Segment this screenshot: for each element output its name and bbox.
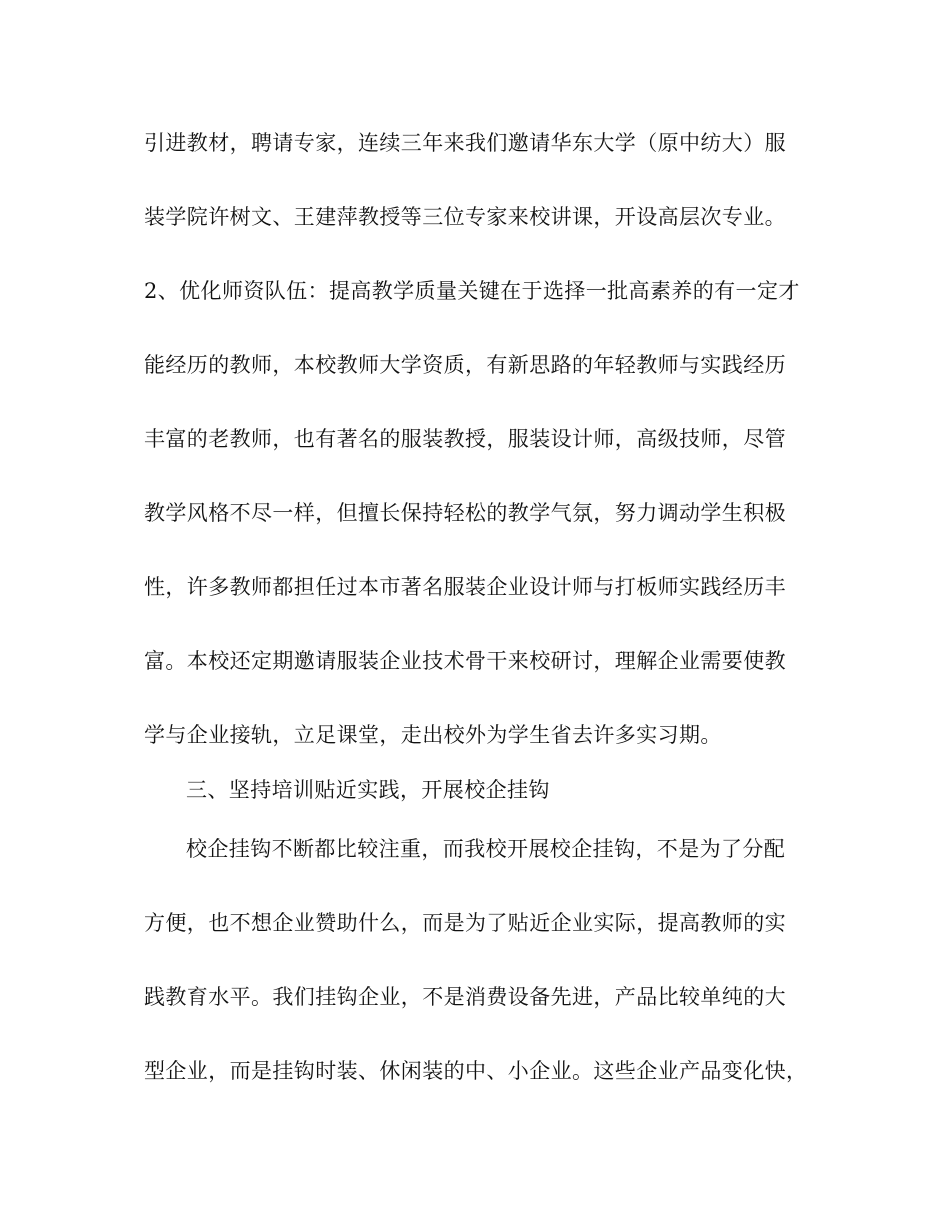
body-text-line: 型企业，而是挂钩时装、休闲装的中、小企业。这些企业产品变化快，	[144, 1059, 808, 1083]
body-text-line: 性，许多教师都担任过本市著名服装企业设计师与打板师实践经历丰	[144, 575, 786, 599]
body-text-line: 教学风格不尽一样，但擅长保持轻松的教学气氛，努力调动学生积极	[144, 501, 786, 525]
section-heading: 三、坚持培训贴近实践，开展校企挂钩	[186, 778, 550, 802]
body-text-line: 装学院许树文、王建萍教授等三位专家来校讲课，开设高层次专业。	[144, 205, 786, 229]
body-text-line: 引进教材，聘请专家，连续三年来我们邀请华东大学（原中纺大）服	[144, 131, 786, 155]
paragraph-first-line: 校企挂钩不断都比较注重，而我校开展校企挂钩，不是为了分配	[186, 837, 786, 861]
body-text-line: 丰富的老教师，也有著名的服装教授，服装设计师，高级技师，尽管	[144, 427, 786, 451]
body-text-line: 能经历的教师，本校教师大学资质，有新思路的年轻教师与实践经历	[144, 353, 786, 377]
body-text-line: 践教育水平。我们挂钩企业，不是消费设备先进，产品比较单纯的大	[144, 985, 786, 1009]
body-text-line: 学与企业接轨，立足课堂，走出校外为学生省去许多实习期。	[144, 723, 722, 747]
body-text-line: 富。本校还定期邀请服装企业技术骨干来校研讨，理解企业需要使教	[144, 649, 786, 673]
body-text-line: 方便，也不想企业赞助什么，而是为了贴近企业实际，提高教师的实	[144, 911, 786, 935]
body-text-line: 2、优化师资队伍：提高教学质量关键在于选择一批高素养的有一定才	[144, 279, 800, 303]
